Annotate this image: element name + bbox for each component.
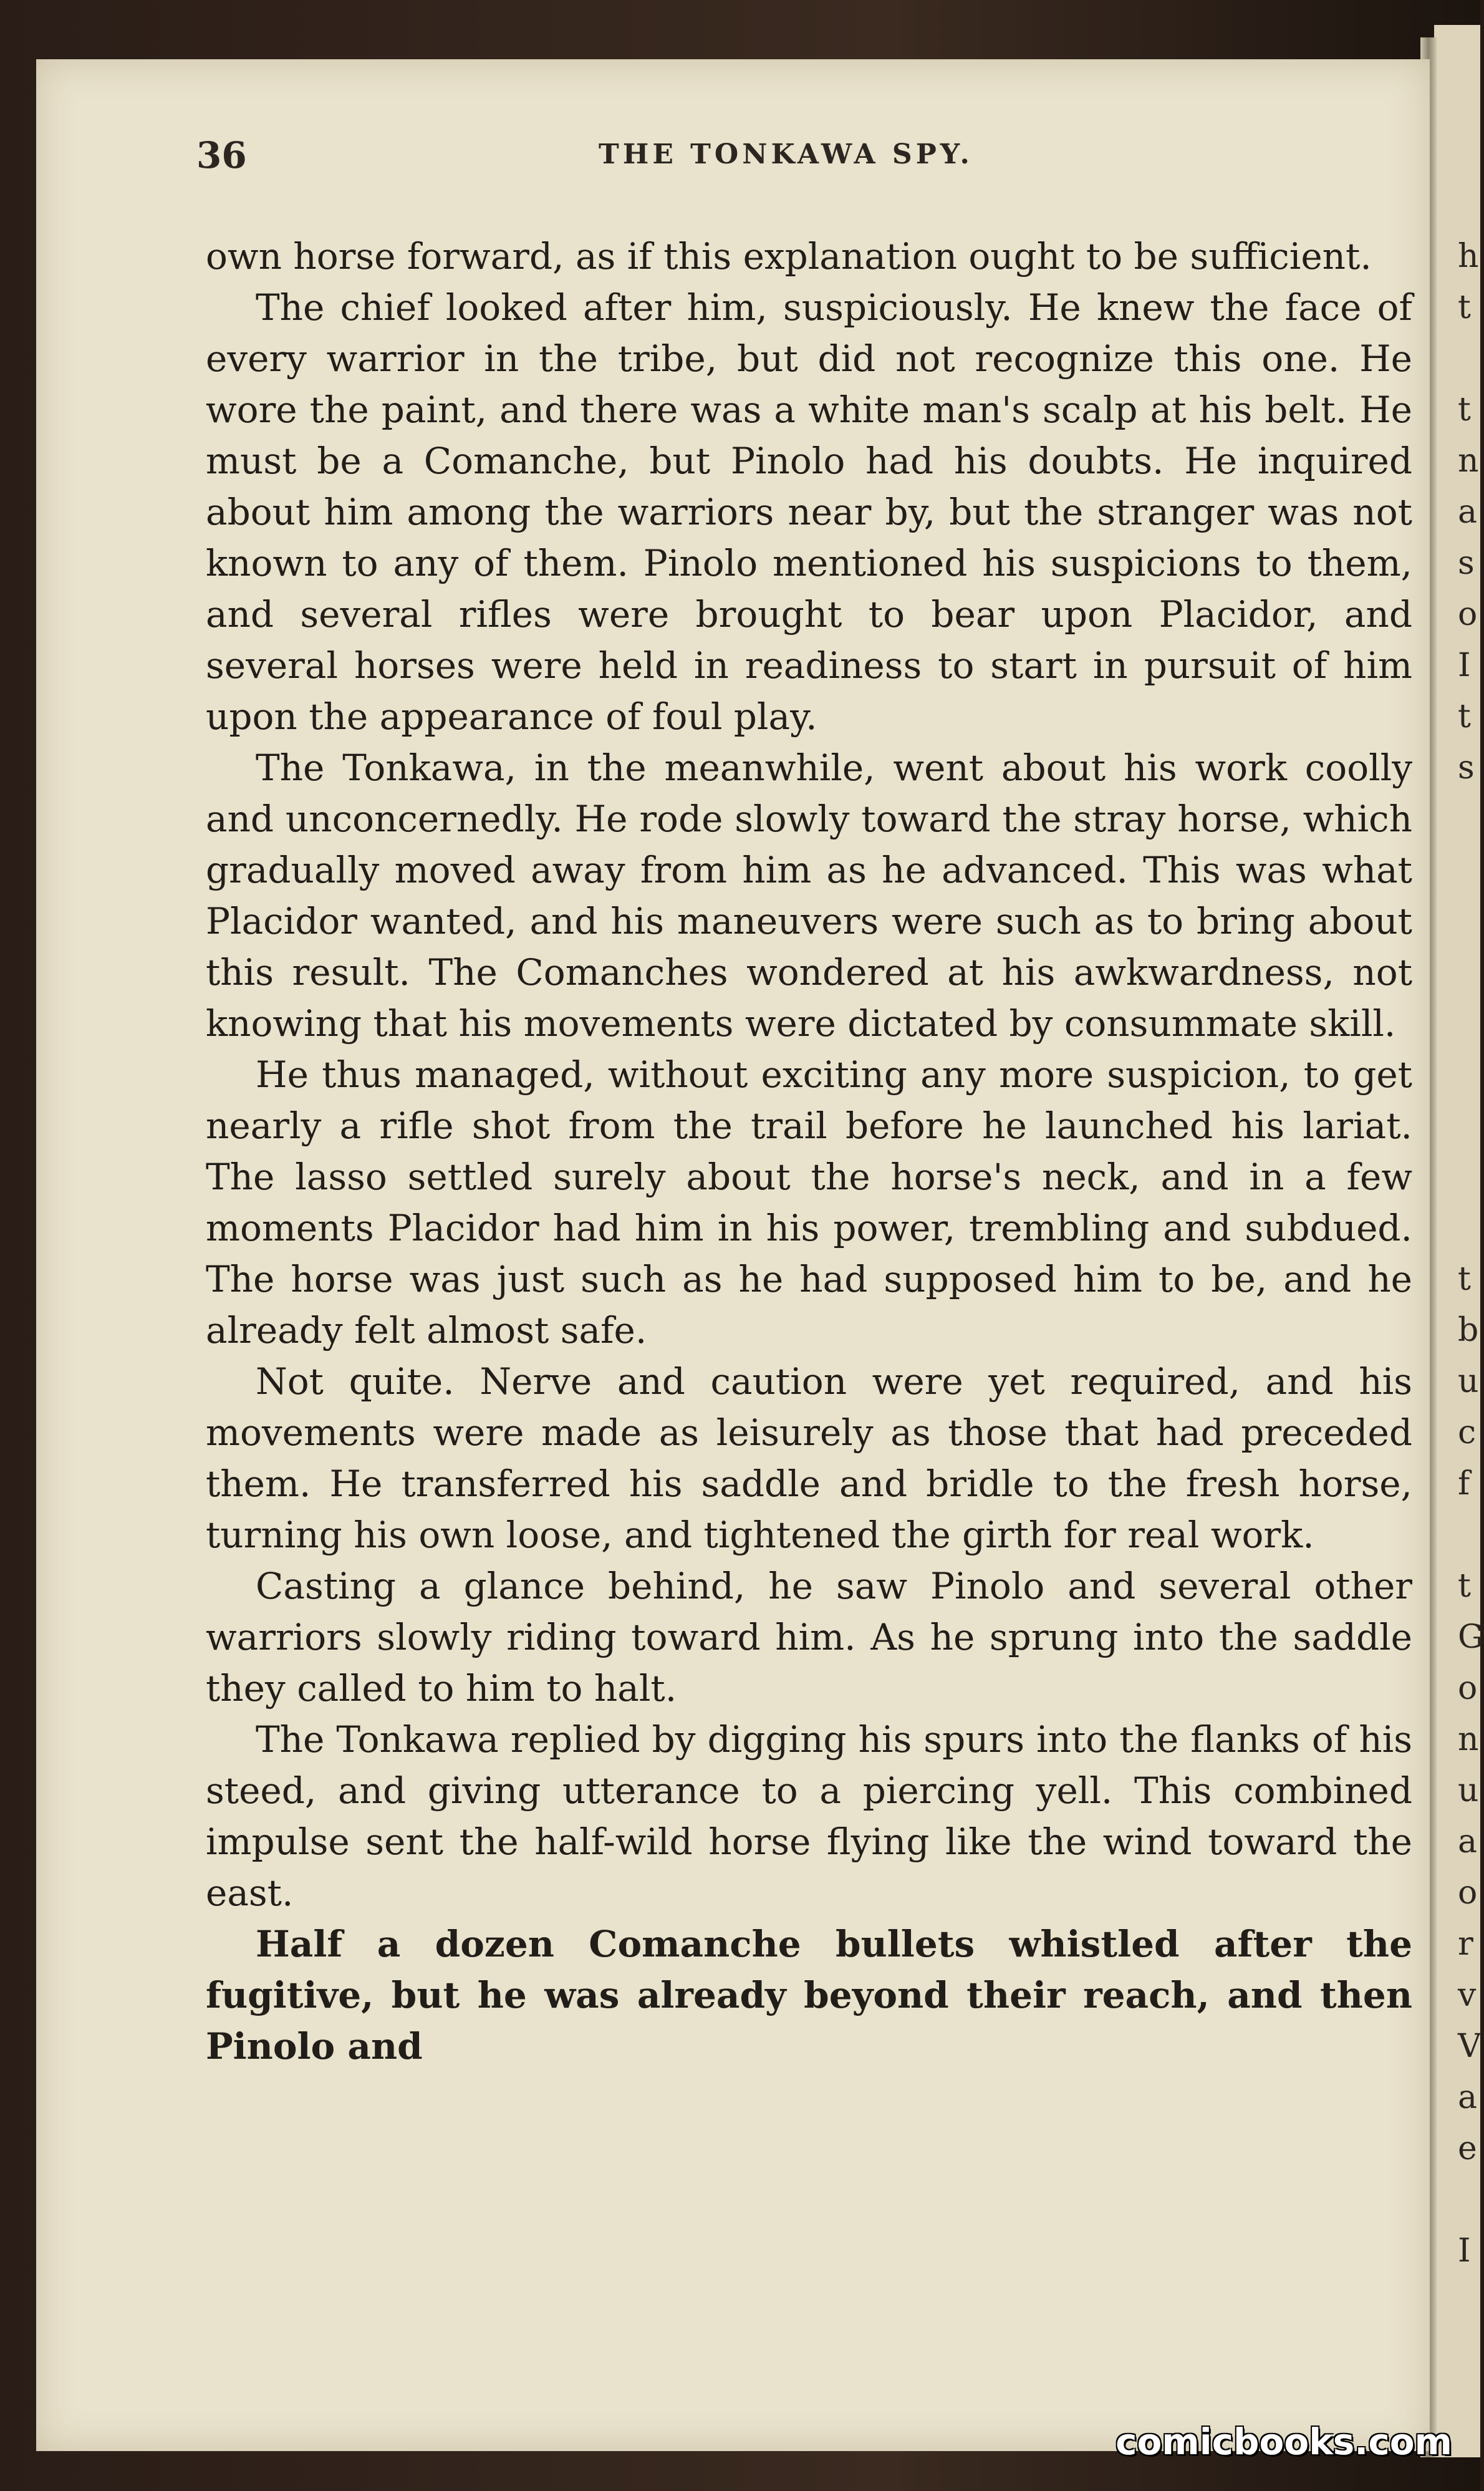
facing-page-letter: I	[1458, 647, 1471, 684]
facing-page-letter: t	[1458, 1260, 1471, 1298]
facing-page-letter: s	[1458, 749, 1475, 786]
facing-page-letter: b	[1458, 1312, 1479, 1349]
facing-page-letter	[1458, 844, 1480, 896]
facing-page-letter	[1458, 2174, 1480, 2225]
facing-page-letter: I	[1458, 2232, 1471, 2270]
facing-page-letter: n	[1458, 442, 1479, 480]
facing-page-letter: u	[1458, 1772, 1479, 1809]
page-number: 36	[196, 134, 247, 177]
facing-page-letter	[1458, 896, 1480, 947]
facing-page-letter	[1458, 998, 1480, 1049]
paragraph: The chief looked after him, suspiciously. He knew the face of every warrior in the tribe, but did not recognize this one. He wore the paint, and there was a white man's scalp at his belt. He must be a Comanche, but Pinolo had his doubts. He inquired about him among the warriors near by, but the stranger was not known to any of them. Pinolo mentioned his suspicions to them, and several rifles were brought to bear upon Placidor, and several horses were held in readiness to start in pursuit of him upon the appearance of foul play.	[206, 286, 1412, 738]
facing-page-letter	[1458, 947, 1480, 998]
facing-page-letter: a	[1458, 2079, 1478, 2116]
facing-page-letter: o	[1458, 596, 1478, 633]
facing-page-letter	[1458, 1202, 1480, 1254]
facing-page-edge-text	[1458, 231, 1484, 2276]
running-head: THE TONKAWA SPY.	[599, 138, 973, 170]
facing-page-letter: r	[1458, 1925, 1473, 1963]
watermark: comicbooks.com	[1115, 2421, 1452, 2463]
facing-page-letter: t	[1458, 698, 1471, 735]
paragraph: Half a dozen Comanche bullets whistled after the fugitive, but he was already beyond their reach, and then Pinolo and	[206, 1923, 1412, 2068]
facing-page-letter	[1458, 1151, 1480, 1202]
facing-page-letter: n	[1458, 1721, 1479, 1758]
facing-page-letter	[1458, 793, 1480, 844]
paragraph: own horse forward, as if this explanation ought to be sufficient.	[206, 235, 1372, 278]
paragraph: Not quite. Nerve and caution were yet required, and his movements were made as leisurely as those that had preceded them. He transferred his saddle and bridle to the fresh horse, turning his own loose, and tightened the girth for real work.	[206, 1360, 1412, 1556]
paragraph: Casting a glance behind, he saw Pinolo and several other warriors slowly riding toward him. As he sprung into the saddle they called to him to halt.	[206, 1565, 1412, 1710]
facing-page-letter: V	[1458, 2028, 1482, 2065]
facing-page-letter: s	[1458, 544, 1475, 582]
facing-page-letter: v	[1458, 1976, 1477, 2014]
facing-page-letter	[1458, 1100, 1480, 1151]
facing-page-letter	[1458, 333, 1480, 384]
facing-page-letter: o	[1458, 1670, 1478, 1707]
facing-page-letter: a	[1458, 493, 1478, 531]
facing-page-letter	[1458, 1049, 1480, 1100]
paragraph: The Tonkawa, in the meanwhile, went about his work coolly and unconcernedly. He rode slowly toward the stray horse, which gradually moved away from him as he advanced. This was what Placidor wanted, and his maneuvers were such as to bring about this result. The Comanches wondered at his awkwardness, not knowing that his movements were dictated by consummate skill.	[206, 747, 1412, 1045]
facing-page-letter: e	[1458, 2130, 1477, 2167]
facing-page-letter	[1458, 1509, 1480, 1560]
facing-page-letter: h	[1458, 238, 1479, 275]
facing-page-letter: f	[1458, 1465, 1470, 1502]
facing-page-letter: t	[1458, 391, 1471, 428]
facing-page-letter: t	[1458, 1567, 1471, 1605]
facing-page-letter: o	[1458, 1874, 1478, 1912]
facing-page-letter: G	[1458, 1618, 1484, 1656]
facing-page-letter: u	[1458, 1363, 1479, 1400]
paragraph: The Tonkawa replied by digging his spurs into the flanks of his steed, and giving utterance to a piercing yell. This combined impulse sent the half-wild horse flying like the wind toward the east.	[206, 1718, 1412, 1914]
facing-page-letter: t	[1458, 289, 1471, 326]
facing-page-letter: a	[1458, 1823, 1478, 1860]
paragraph: He thus managed, without exciting any more suspicion, to get nearly a rifle shot from the trail before he launched his lariat. The lasso settled surely about the horse's neck, and in a few moments Placidor had him in his power, trembling and subdued. The horse was just such as he had supposed him to be, and he already felt almost safe.	[206, 1053, 1412, 1352]
facing-page-letter: c	[1458, 1414, 1477, 1451]
body-text	[206, 231, 1412, 2072]
